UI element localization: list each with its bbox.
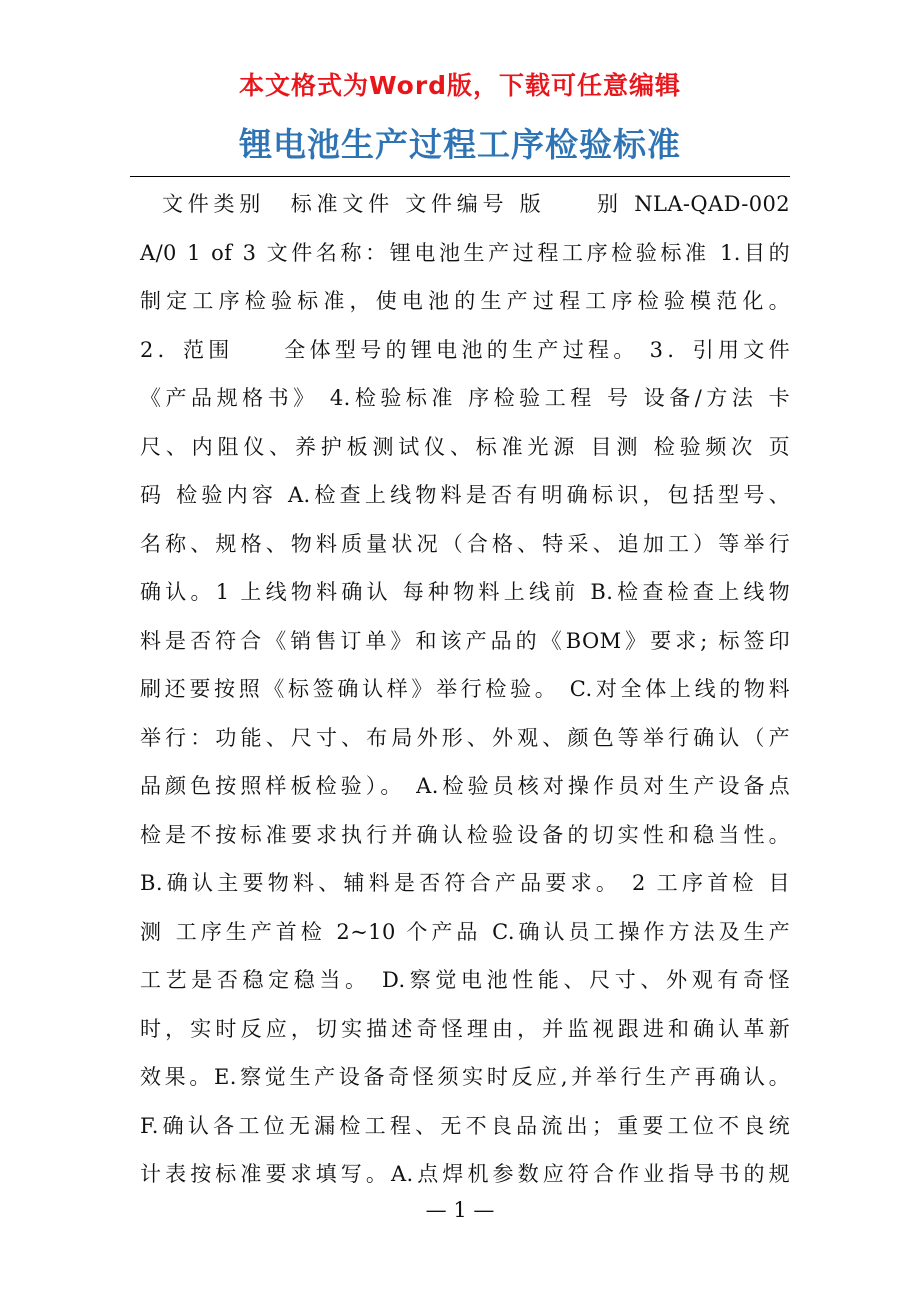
body-line: 检是不按标准要求执行并确认检验设备的切实性和稳当性。: [140, 822, 790, 847]
body-line: A/0 1 of 3 文件名称：锂电池生产过程工序检验标准 1.目的: [140, 240, 790, 265]
body-line: 测 工序生产首检 2~10 个产品 C.确认员工操作方法及生产: [140, 919, 790, 944]
body-line: 确认。1 上线物料确认 每种物料上线前 B.检查检查上线物: [140, 580, 790, 604]
body-line: 名称、规格、物料质量状况（合格、特采、追加工）等举行: [140, 531, 790, 556]
body-line: 制定工序检验标准，使电池的生产过程工序检验模范化。: [140, 289, 790, 313]
body-line: 刷还要按照《标签确认样》举行检验。 C.对全体上线的物料: [140, 677, 790, 701]
body-line: 2．范围 全体型号的锂电池的生产过程。 3．引用文件: [140, 337, 790, 362]
body-line: F.确认各工位无漏检工程、无不良品流出；重要工位不良统: [140, 1113, 790, 1138]
body-text: [140, 180, 790, 1199]
body-line: 效果。E.察觉生产设备奇怪须实时反应,并举行生产再确认。: [140, 1065, 790, 1089]
body-line: 《产品规格书》 4.检验标准 序检验工程 号 设备/方法 卡: [140, 386, 790, 410]
body-line: 工艺是否稳定稳当。 D.察觉电池性能、尺寸、外观有奇怪: [140, 968, 790, 992]
body-line: B.确认主要物料、辅料是否符合产品要求。 2 工序首检 目: [140, 871, 790, 895]
body-line: 计表按标准要求填写。A.点焊机参数应符合作业指导书的规: [140, 1162, 790, 1186]
body-line: 尺、内阻仪、养护板测试仪、标准光源 目测 检验频次 页: [140, 434, 790, 459]
body-line: 料是否符合《销售订单》和该产品的《BOM》要求; 标签印: [140, 628, 790, 653]
body-line: 码 检验内容 A.检查上线物料是否有明确标识，包括型号、: [140, 483, 790, 507]
body-line: 时，实时反应，切实描述奇怪理由，并监视跟进和确认革新: [140, 1016, 790, 1041]
title-divider: [130, 176, 790, 177]
format-notice: 本文格式为Word版，下载可任意编辑: [238, 71, 682, 100]
page-number: — 1 —: [425, 1198, 495, 1222]
document-title: 锂电池生产过程工序检验标准: [239, 125, 681, 164]
body-line: 文件类别 标准文件 文件编号 版 别 NLA-QAD-002: [162, 192, 790, 216]
body-line: 举行：功能、尺寸、布局外形、外观、颜色等举行确认（产: [140, 725, 790, 750]
body-line: 品颜色按照样板检验）。 A.检验员核对操作员对生产设备点: [140, 774, 790, 798]
